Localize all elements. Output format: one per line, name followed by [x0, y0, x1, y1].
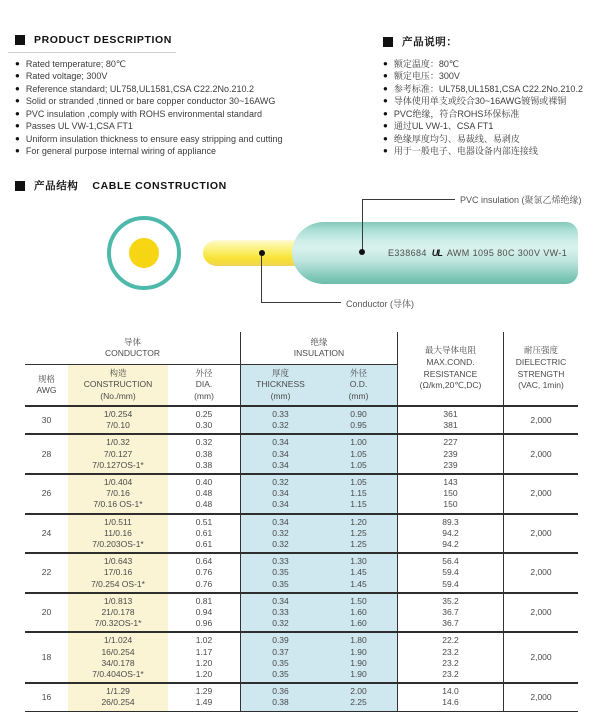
- dia-cell: 1.29 1.49: [195, 686, 213, 708]
- list-item-text: Rated temperature; 80℃: [25, 59, 127, 69]
- section-title-text-en: PRODUCT DESCRIPTION: [34, 34, 172, 46]
- list-item: [15, 108, 385, 120]
- list-item: [383, 70, 603, 82]
- conductor-leader-line-v: [261, 253, 262, 303]
- list-item-text: Passes UL VW-1,CSA FT1: [25, 121, 133, 132]
- cable-cross-section-conductor: [129, 238, 159, 268]
- thickness-cell: 0.34 0.33 0.32: [240, 594, 320, 632]
- construction-cell: 1/0.643 17/0.16 7/0.254 OS-1*: [68, 554, 168, 592]
- list-item-text: Solid or stranded ,tinned or bare copper conductor 30~16AWG: [25, 96, 276, 107]
- thickness-cell: 0.39 0.37 0.35 0.35: [240, 633, 320, 682]
- list-item: [15, 83, 385, 95]
- ul-logo-icon: UL: [431, 248, 442, 258]
- section-marker-icon: [15, 35, 25, 45]
- bullet-icon: ●: [15, 59, 20, 68]
- bullet-icon: ●: [383, 133, 388, 143]
- list-item: [15, 145, 385, 157]
- thickness-cell: 0.36 0.38: [240, 684, 320, 710]
- header-col-thickness: 厚度 THICKNESS (mm): [240, 365, 320, 405]
- bullet-icon: ●: [15, 96, 20, 106]
- insulation-leader-line-v: [362, 199, 363, 252]
- od-cell: 1.30 1.45 1.45: [320, 554, 397, 592]
- dia-cell: 0.64 0.76 0.76: [195, 556, 213, 589]
- resistance-cell: 22.2 23.2 23.2 23.2: [397, 633, 503, 682]
- od-cell: 1.20 1.25 1.25: [320, 515, 397, 553]
- resistance-cell: 361 381: [397, 407, 503, 433]
- section-title-product-description: [15, 34, 172, 46]
- thickness-cell: 0.34 0.34 0.34: [240, 435, 320, 473]
- header-col-dia: 外径 DIA. (mm): [194, 367, 214, 401]
- spec-table: [25, 332, 578, 712]
- resistance-cell: 56.4 59.4 59.4: [397, 554, 503, 592]
- insulation-leader-line-h: [362, 199, 455, 200]
- cable-insulation-body: [292, 222, 578, 284]
- thickness-cell: 0.34 0.32 0.32: [240, 515, 320, 553]
- product-description-section: [15, 34, 172, 46]
- construction-cell: 1/0.813 21/0.178 7/0.32OS-1*: [68, 594, 168, 632]
- dielectric-cell: 2,000: [503, 475, 578, 513]
- construction-cell: 1/1.024 16/0.254 34/0.178 7/0.404OS-1*: [68, 633, 168, 682]
- table-row-awg-28: [25, 433, 578, 473]
- header-group-conductor: 导体 CONDUCTOR: [25, 332, 240, 365]
- list-item: [15, 58, 385, 70]
- dielectric-cell: 2,000: [503, 407, 578, 433]
- od-cell: 1.50 1.60 1.60: [320, 594, 397, 632]
- section-title-text-cn: 产品说明：: [402, 36, 458, 48]
- list-item: [383, 83, 603, 95]
- list-item: [383, 120, 603, 132]
- awg-cell: 22: [41, 567, 52, 578]
- list-item-text: 导体使用单支或绞合30~16AWG镀锡或裸铜: [393, 96, 567, 107]
- od-cell: 1.80 1.90 1.90 1.90: [320, 633, 397, 682]
- resistance-cell: 143 150 150: [397, 475, 503, 513]
- bullet-icon: ●: [383, 96, 388, 106]
- list-item-text: PVC绝缘，符合ROHS环保标准: [393, 108, 520, 119]
- section-marker-icon: [15, 181, 25, 191]
- table-row-awg-26: [25, 473, 578, 513]
- awg-cell: 30: [41, 414, 52, 425]
- bullet-icon: ●: [383, 108, 388, 118]
- resistance-cell: 89.3 94.2 94.2: [397, 515, 503, 553]
- od-cell: 2.00 2.25: [320, 684, 397, 710]
- insulation-label: PVC insulation (聚氯乙烯绝缘): [460, 195, 582, 205]
- list-item: [15, 70, 385, 82]
- awg-cell: 18: [41, 652, 52, 663]
- resistance-cell: 227 239 239: [397, 435, 503, 473]
- list-item-text: Uniform insulation thickness to ensure easy stripping and cutting: [25, 133, 283, 144]
- header-group-insulation: 绝缘 INSULATION: [240, 332, 397, 365]
- dia-cell: 1.02 1.17 1.20 1.20: [195, 635, 213, 680]
- bullet-icon: ●: [15, 71, 20, 81]
- bullet-icon: ●: [383, 59, 388, 68]
- bullet-icon: ●: [15, 108, 20, 118]
- header-col-od: 外径 O.D. (mm): [320, 365, 397, 405]
- cable-print-text: [388, 222, 567, 284]
- table-row-awg-30: [25, 405, 578, 433]
- dielectric-cell: 2,000: [503, 515, 578, 553]
- construction-cell: 1/1.29 26/0.254: [68, 684, 168, 710]
- construction-cell: 1/0.511 11/0.16 7/0.203OS-1*: [68, 515, 168, 553]
- insulation-leader-dot: [359, 249, 365, 255]
- dielectric-cell: 2,000: [503, 633, 578, 682]
- awg-cell: 26: [41, 488, 52, 499]
- list-item: [383, 58, 603, 70]
- cable-print-rating: AWM 1095 80C 300V VW-1: [446, 248, 568, 258]
- awg-cell: 28: [41, 448, 52, 459]
- construction-title-en: CABLE CONSTRUCTION: [92, 179, 227, 192]
- dielectric-cell: 2,000: [503, 435, 578, 473]
- section-title-product-description-cn: [383, 34, 458, 49]
- list-item-text: Reference standard; UL758,UL1581,CSA C22.2No.210.2: [25, 83, 254, 94]
- list-item: [383, 95, 603, 107]
- section-marker-icon: [383, 37, 393, 47]
- list-item: [383, 108, 603, 120]
- bullet-icon: ●: [383, 121, 388, 131]
- dia-cell: 0.40 0.48 0.48: [195, 477, 213, 510]
- conductor-leader-dot: [259, 250, 265, 256]
- bullet-icon: ●: [383, 146, 388, 156]
- list-item-text: 通过UL VW-1、CSA FT1: [393, 121, 494, 132]
- thickness-cell: 0.32 0.34 0.34: [240, 475, 320, 513]
- list-item-text: 参考标准：UL758,UL1581,CSA C22.2No.210.2: [393, 83, 583, 94]
- bullet-icon: ●: [383, 71, 388, 81]
- thickness-cell: 0.33 0.35 0.35: [240, 554, 320, 592]
- bullet-icon: ●: [383, 83, 388, 93]
- title-underline: [8, 52, 176, 53]
- list-item: [383, 145, 603, 157]
- product-description-cn-section: [383, 34, 458, 49]
- list-item-text: 额定电压：300V: [393, 71, 460, 82]
- list-item-text: Rated voltage; 300V: [25, 71, 108, 82]
- bullet-icon: ●: [15, 121, 20, 131]
- list-item: [383, 133, 603, 145]
- list-item-text: 额定温度：80℃: [393, 59, 459, 69]
- dielectric-cell: 2,000: [503, 684, 578, 710]
- table-row-awg-20: [25, 592, 578, 632]
- construction-title-cn: 产品结构: [34, 180, 79, 192]
- list-item-text: 用于一般电子、电器设备内部连接线: [393, 146, 538, 157]
- dia-cell: 0.32 0.38 0.38: [195, 437, 213, 470]
- construction-cell: 1/0.404 7/0.16 7/0.16 OS-1*: [68, 475, 168, 513]
- header-col-dielectric: 耐压强度 DIELECTRIC STRENGTH (VAC, 1min): [503, 332, 578, 405]
- od-cell: 1.05 1.15 1.15: [320, 475, 397, 513]
- conductor-label: Conductor (导体): [346, 299, 415, 309]
- awg-cell: 16: [41, 691, 52, 702]
- od-cell: 1.00 1.05 1.05: [320, 435, 397, 473]
- list-item: [15, 95, 385, 107]
- construction-cell: 1/0.254 7/0.10: [68, 407, 168, 433]
- section-title-cable-construction: [15, 178, 227, 193]
- dielectric-cell: 2,000: [503, 554, 578, 592]
- header-col-resistance: 最大导体电阻 MAX.COND. RESISTANCE (Ω/km,20℃,DC): [397, 332, 503, 405]
- bullet-icon: ●: [15, 83, 20, 93]
- resistance-cell: 35.2 36.7 36.7: [397, 594, 503, 632]
- table-row-awg-16: [25, 682, 578, 711]
- bullet-icon: ●: [15, 133, 20, 143]
- thickness-cell: 0.33 0.32: [240, 407, 320, 433]
- od-cell: 0.90 0.95: [320, 407, 397, 433]
- table-row-awg-22: [25, 552, 578, 592]
- cable-print-cert-number: E338684: [388, 248, 427, 258]
- feature-list-en: [15, 58, 385, 158]
- table-row-awg-18: [25, 631, 578, 682]
- list-item: [15, 120, 385, 132]
- spec-table-body: [25, 405, 578, 712]
- resistance-cell: 14.0 14.6: [397, 684, 503, 710]
- table-row-awg-24: [25, 513, 578, 553]
- dia-cell: 0.51 0.61 0.61: [195, 516, 213, 550]
- header-col-construction: 构造 CONSTRUCTION (No./mm): [68, 365, 168, 405]
- construction-cell: 1/0.32 7/0.127 7/0.127OS-1*: [68, 435, 168, 473]
- bullet-icon: ●: [15, 146, 20, 156]
- spec-table-header: [25, 332, 578, 405]
- feature-list-cn: [383, 58, 603, 158]
- dielectric-cell: 2,000: [503, 594, 578, 632]
- header-col-awg: 规格 AWG: [36, 373, 57, 395]
- list-item-text: PVC insulation ,comply with ROHS environmental standard: [25, 108, 262, 119]
- dia-cell: 0.25 0.30: [195, 409, 213, 431]
- list-item-text: 绝缘厚度均匀、易裁线、易剥皮: [393, 133, 520, 144]
- dia-cell: 0.81 0.94 0.96: [195, 595, 213, 629]
- conductor-leader-line-h: [261, 302, 341, 303]
- awg-cell: 24: [41, 527, 52, 538]
- list-item: [15, 133, 385, 145]
- awg-cell: 20: [41, 607, 52, 618]
- list-item-text: For general purpose internal wiring of appliance: [25, 146, 216, 157]
